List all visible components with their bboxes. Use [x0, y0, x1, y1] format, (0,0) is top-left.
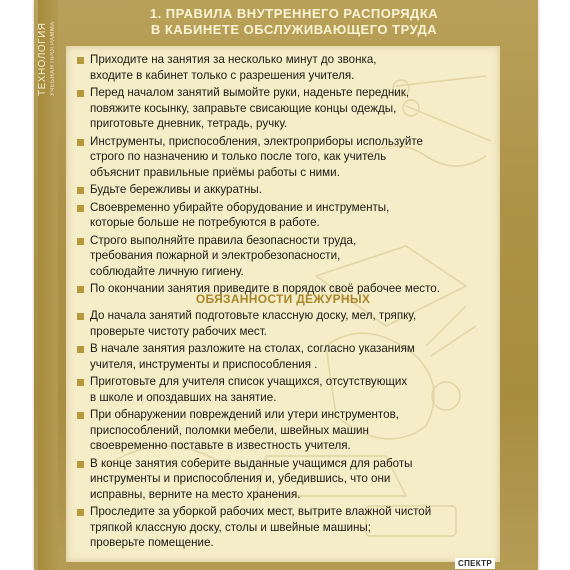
list-item: [76, 308, 496, 339]
side-label: [38, 0, 60, 96]
list-item-line: повяжите косынку, заправьте свисающие концы одежды,: [90, 101, 397, 115]
list-item: [76, 456, 496, 503]
list-item-line: строго по назначению и только после того, как учитель: [90, 150, 387, 163]
list-item-line: в школе и опоздавших на занятие.: [90, 390, 277, 404]
list-item: [76, 341, 496, 372]
list-item: [76, 182, 496, 198]
title-line-1: 1. ПРАВИЛА ВНУТРЕННЕГО РАСПОРЯДКА: [149, 6, 439, 21]
poster-title: [74, 6, 514, 38]
list-item: [76, 233, 496, 280]
poster: [34, 0, 538, 570]
list-item-line: исправны, верните на место хранения.: [90, 487, 301, 501]
list-item: [76, 374, 496, 405]
list-item-line: входите в кабинет только с разрешения учителя.: [90, 68, 355, 82]
list-item-line: Перед началом занятий вымойте руки, наденьте передник,: [90, 86, 410, 99]
list-item: [76, 134, 496, 181]
list-item: [76, 52, 496, 83]
list-item-line: объяснит правильные приёмы работы с ними.: [90, 165, 340, 179]
list-item-line: Своевременно убирайте оборудование и инструменты,: [90, 200, 390, 214]
list-item-line: своевременно поставьте в известность учителя.: [90, 439, 351, 452]
list-item-line: учителя, инструменты и приспособления .: [90, 357, 318, 371]
title-line-2: В КАБИНЕТЕ ОБСЛУЖИВАЮЩЕГО ТРУДА: [150, 22, 438, 37]
list-item-line: До начала занятий подготовьте классную доску, мел, тряпку,: [90, 309, 417, 322]
section-title-duties: ОБЯЗАННОСТИ ДЕЖУРНЫХ: [195, 292, 371, 306]
list-item-line: Приготовьте для учителя список учащихся, отсутствующих: [90, 375, 408, 388]
side-label-subject: ТЕХНОЛОГИЯ: [37, 22, 48, 96]
list-item: [76, 504, 496, 551]
list-item-line: приготовьте дневник, тетрадь, ручку.: [90, 117, 288, 130]
list-item: [76, 407, 496, 454]
list-item-line: При обнаружении повреждений или утери инструментов,: [90, 408, 399, 421]
rules-list: [76, 52, 496, 299]
content-panel: [66, 46, 500, 568]
list-item-line: инструменты и приспособления и, убедившись, что они: [90, 472, 391, 485]
list-item-line: Строго выполняйте правила безопасности труда,: [90, 233, 357, 247]
publisher-logo: СПЕКТР: [455, 558, 495, 569]
side-label-subtitle: УЧЕБНАЯ ПРОГРАММА: [50, 21, 56, 96]
list-item-line: соблюдайте личную гигиену.: [90, 264, 244, 278]
list-item-line: требования пожарной и электробезопасности,: [90, 249, 341, 262]
list-item: [76, 85, 496, 132]
list-item-line: Приходите на занятия за несколько минут до звонка,: [90, 53, 377, 66]
list-item: [76, 200, 496, 231]
list-item-line: проверьте чистоту рабочих мест.: [90, 324, 267, 338]
list-item-line: тряпкой классную доску, столы и швейные машины;: [90, 520, 371, 534]
list-item-line: Инструменты, приспособления, электроприборы используйте: [90, 134, 423, 148]
list-item-line: проверьте помещение.: [90, 536, 214, 549]
list-item-line: которые больше не потребуются в работе.: [90, 216, 320, 229]
list-item-line: Проследите за уборкой рабочих мест, вытрите влажной чистой: [90, 505, 432, 518]
list-item-line: Будьте бережливы и аккуратны.: [90, 183, 262, 196]
list-item-line: В конце занятия соберите выданные учащимся для работы: [90, 456, 413, 470]
duties-list: [76, 308, 496, 553]
list-item-line: В начале занятия разложите на столах, согласно указаниям: [90, 342, 415, 355]
list-item-line: приспособлений, поломки мебели, швейных машин: [90, 423, 369, 437]
list-item-line: По окончании занятия приведите в порядок своё рабочее место.: [90, 282, 440, 295]
